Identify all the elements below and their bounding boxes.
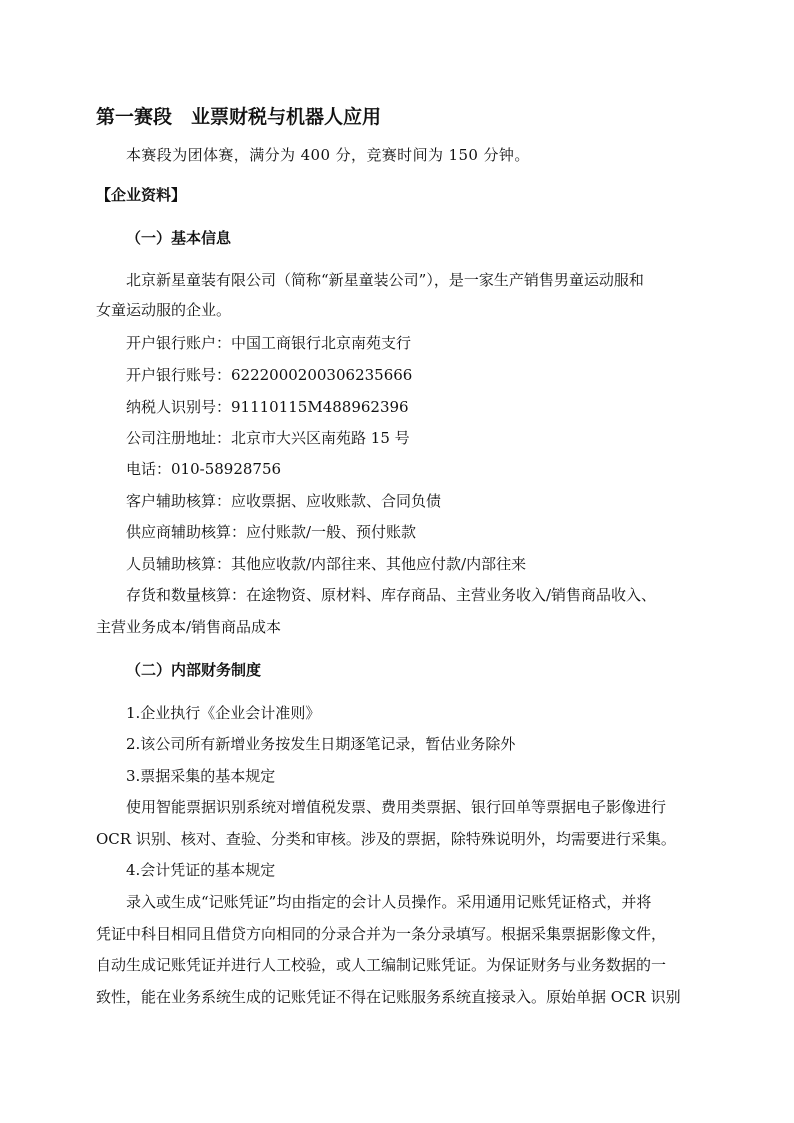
inventory-aux-accounting-line2: 主营业务成本/销售商品成本 [96, 618, 282, 636]
rule-3-title: 3.票据采集的基本规定 [126, 767, 276, 785]
section-heading: 【企业资料】 [96, 186, 187, 204]
rule-1: 1.企业执行《企业会计准则》 [126, 704, 321, 722]
stage-title: 第一赛段 业票财税与机器人应用 [96, 106, 382, 128]
company-description-line2: 女童运动服的企业。 [96, 301, 232, 319]
rule-4-line2: 凭证中科目相同且借贷方向相同的分录合并为一条分录填写。根据采集票据影像文件， [96, 925, 667, 943]
registered-address: 公司注册地址：北京市大兴区南苑路 15 号 [126, 429, 410, 447]
inventory-aux-accounting-line1: 存货和数量核算：在途物资、原材料、库存商品、主营业务收入/销售商品收入、 [126, 586, 657, 604]
rule-4-line4: 致性，能在业务系统生成的记账凭证不得在记账服务系统直接录入。原始单据 OCR 识别 [96, 988, 681, 1006]
staff-aux-accounting: 人员辅助核算：其他应收款/内部往来、其他应付款/内部往来 [126, 555, 527, 573]
tax-id: 纳税人识别号：91110115M488962396 [126, 398, 409, 416]
rule-2: 2.该公司所有新增业务按发生日期逐笔记录，暂估业务除外 [126, 735, 516, 753]
rule-3-line1: 使用智能票据识别系统对增值税发票、费用类票据、银行回单等票据电子影像进行 [126, 798, 667, 816]
customer-aux-accounting: 客户辅助核算：应收票据、应收账款、合同负债 [126, 492, 442, 510]
bank-name: 开户银行账户：中国工商银行北京南苑支行 [126, 334, 412, 352]
finance-rules-heading: （二）内部财务制度 [126, 661, 262, 679]
supplier-aux-accounting: 供应商辅助核算：应付账款/一般、预付账款 [126, 523, 417, 541]
rule-4-line1: 录入或生成“记账凭证”均由指定的会计人员操作。采用通用记账凭证格式，并将 [126, 893, 652, 911]
stage-intro: 本赛段为团体赛，满分为 400 分，竞赛时间为 150 分钟。 [126, 146, 530, 164]
phone: 电话：010-58928756 [126, 460, 282, 478]
bank-account: 开户银行账号：6222000200306235666 [126, 366, 413, 384]
rule-4-title: 4.会计凭证的基本规定 [126, 861, 276, 879]
company-description-line1: 北京新星童装有限公司（简称“新星童装公司”），是一家生产销售男童运动服和 [126, 271, 644, 289]
basic-info-heading: （一）基本信息 [126, 229, 232, 247]
rule-3-line2: OCR 识别、核对、查验、分类和审核。涉及的票据，除特殊说明外，均需要进行采集。 [96, 830, 676, 848]
rule-4-line3: 自动生成记账凭证并进行人工校验，或人工编制记账凭证。为保证财务与业务数据的一 [96, 956, 667, 974]
